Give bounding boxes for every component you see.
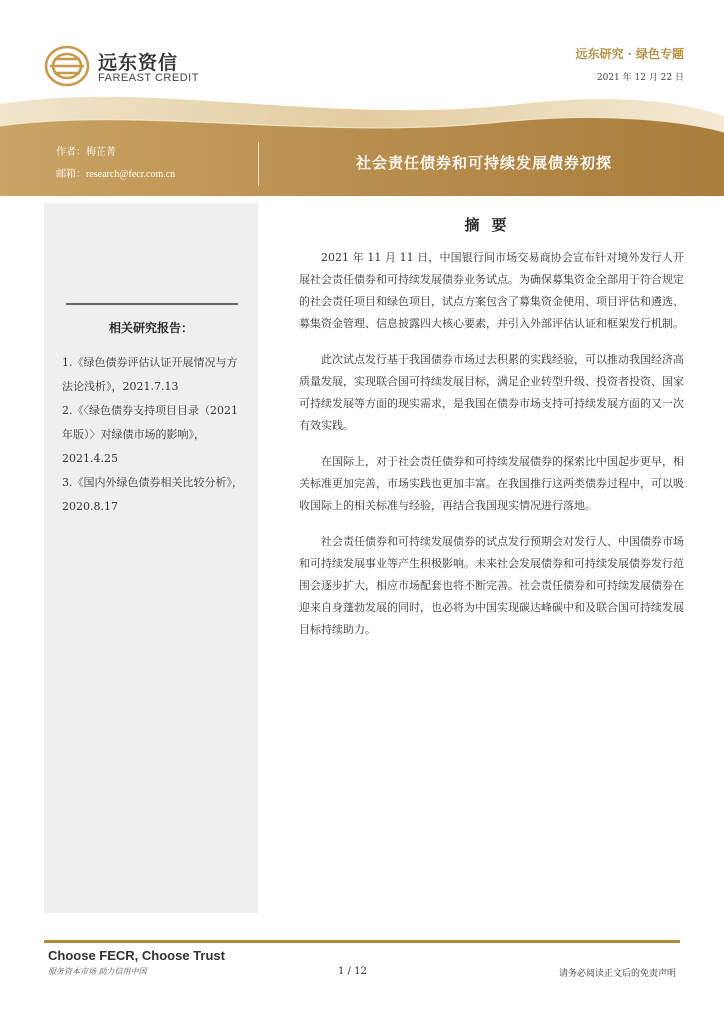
- related-report-item[interactable]: 3.《国内外绿色债券相关比较分析》，2020.8.17: [62, 476, 243, 513]
- abstract-paragraph: 此次试点发行基于我国债券市场过去积累的实践经验，可以推动我国经济高质量发展，实现联合国可持续发展目标，满足企业转型升级、投资者投资、国家可持续发展等方面的现实需求，是我国在债券市场支持可持续发展方面的又一次有效实践。: [299, 353, 684, 432]
- abstract-title: 摘要: [464, 216, 519, 234]
- abstract-paragraph: 社会责任债券和可持续发展债券的试点发行预期会对发行人、中国债券市场和可持续发展事业等产生积极影响。未来社会发展债券和可持续发展债券发行范围会逐步扩大，相应市场配套也将不断完善。社会责任债券和可持续发展债券在迎来自身蓬勃发展的同时，也必将为中国实现碳达峰碳中和及联合国可持续发展目标持续助力。: [299, 535, 684, 636]
- email-label: 邮箱：: [56, 169, 86, 180]
- abstract-paragraph: 2021 年 11 月 11 日，中国银行间市场交易商协会宣布针对境外发行人开展社会责任债券和可持续发展债券业务试点。为确保募集资金全部用于符合规定的社会责任项目和绿色项目，试点方案包含了募集资金使用、项目评估和遴选、募集资金管理、信息披露四大核心要素，并引入外部评估认证和框架发行机制。: [299, 251, 684, 330]
- report-date: 2021 年 12 月 22 日: [596, 73, 684, 83]
- report-series: 远东研究 · 绿色专题: [575, 47, 684, 61]
- logo-text-cn: 远东资信: [98, 52, 179, 74]
- page-number: 1 / 12: [338, 966, 367, 977]
- sidebar-title: 相关研究报告：: [108, 321, 193, 335]
- sidebar-rule: [66, 303, 238, 305]
- footer-slogan-cn: 服务资本市场 助力信用中国: [48, 967, 147, 976]
- fareast-logo-icon: [44, 44, 90, 88]
- footer-disclaimer: 请务必阅读正文后的免责声明: [558, 969, 676, 979]
- document-title: 社会责任债券和可持续发展债券初探: [356, 154, 613, 172]
- related-report-item[interactable]: 2.《〈绿色债券支持项目目录（2021 年版）〉对绿债市场的影响》，2021.4.25: [62, 404, 238, 465]
- logo-text-en: FAREAST CREDIT: [98, 72, 199, 84]
- author-name: 梅芷菁: [86, 147, 116, 158]
- related-report-list: [62, 351, 244, 519]
- footer-slogan: Choose FECR, Choose Trust: [48, 948, 225, 963]
- abstract-paragraph: 在国际上，对于社会责任债券和可持续发展债券的探索比中国起步更早，相关标准更加完善，市场实践也更加丰富。在我国推行这两类债券过程中，可以吸收国际上的相关标准与经验，再结合我国现实情况进行落地。: [299, 455, 684, 512]
- related-reports-sidebar: [44, 203, 258, 913]
- related-report-item[interactable]: 1.《绿色债券评估认证开展情况与方法论浅析》，2021.7.13: [62, 356, 238, 393]
- company-logo: [44, 44, 244, 88]
- banner-divider: [258, 142, 259, 186]
- author-label: 作者：: [56, 147, 86, 158]
- email-address[interactable]: research@fecr.com.cn: [86, 169, 176, 180]
- email-line: [56, 165, 175, 180]
- footer-rule: [44, 940, 680, 943]
- abstract-section: [299, 200, 684, 655]
- author-line: [56, 143, 116, 158]
